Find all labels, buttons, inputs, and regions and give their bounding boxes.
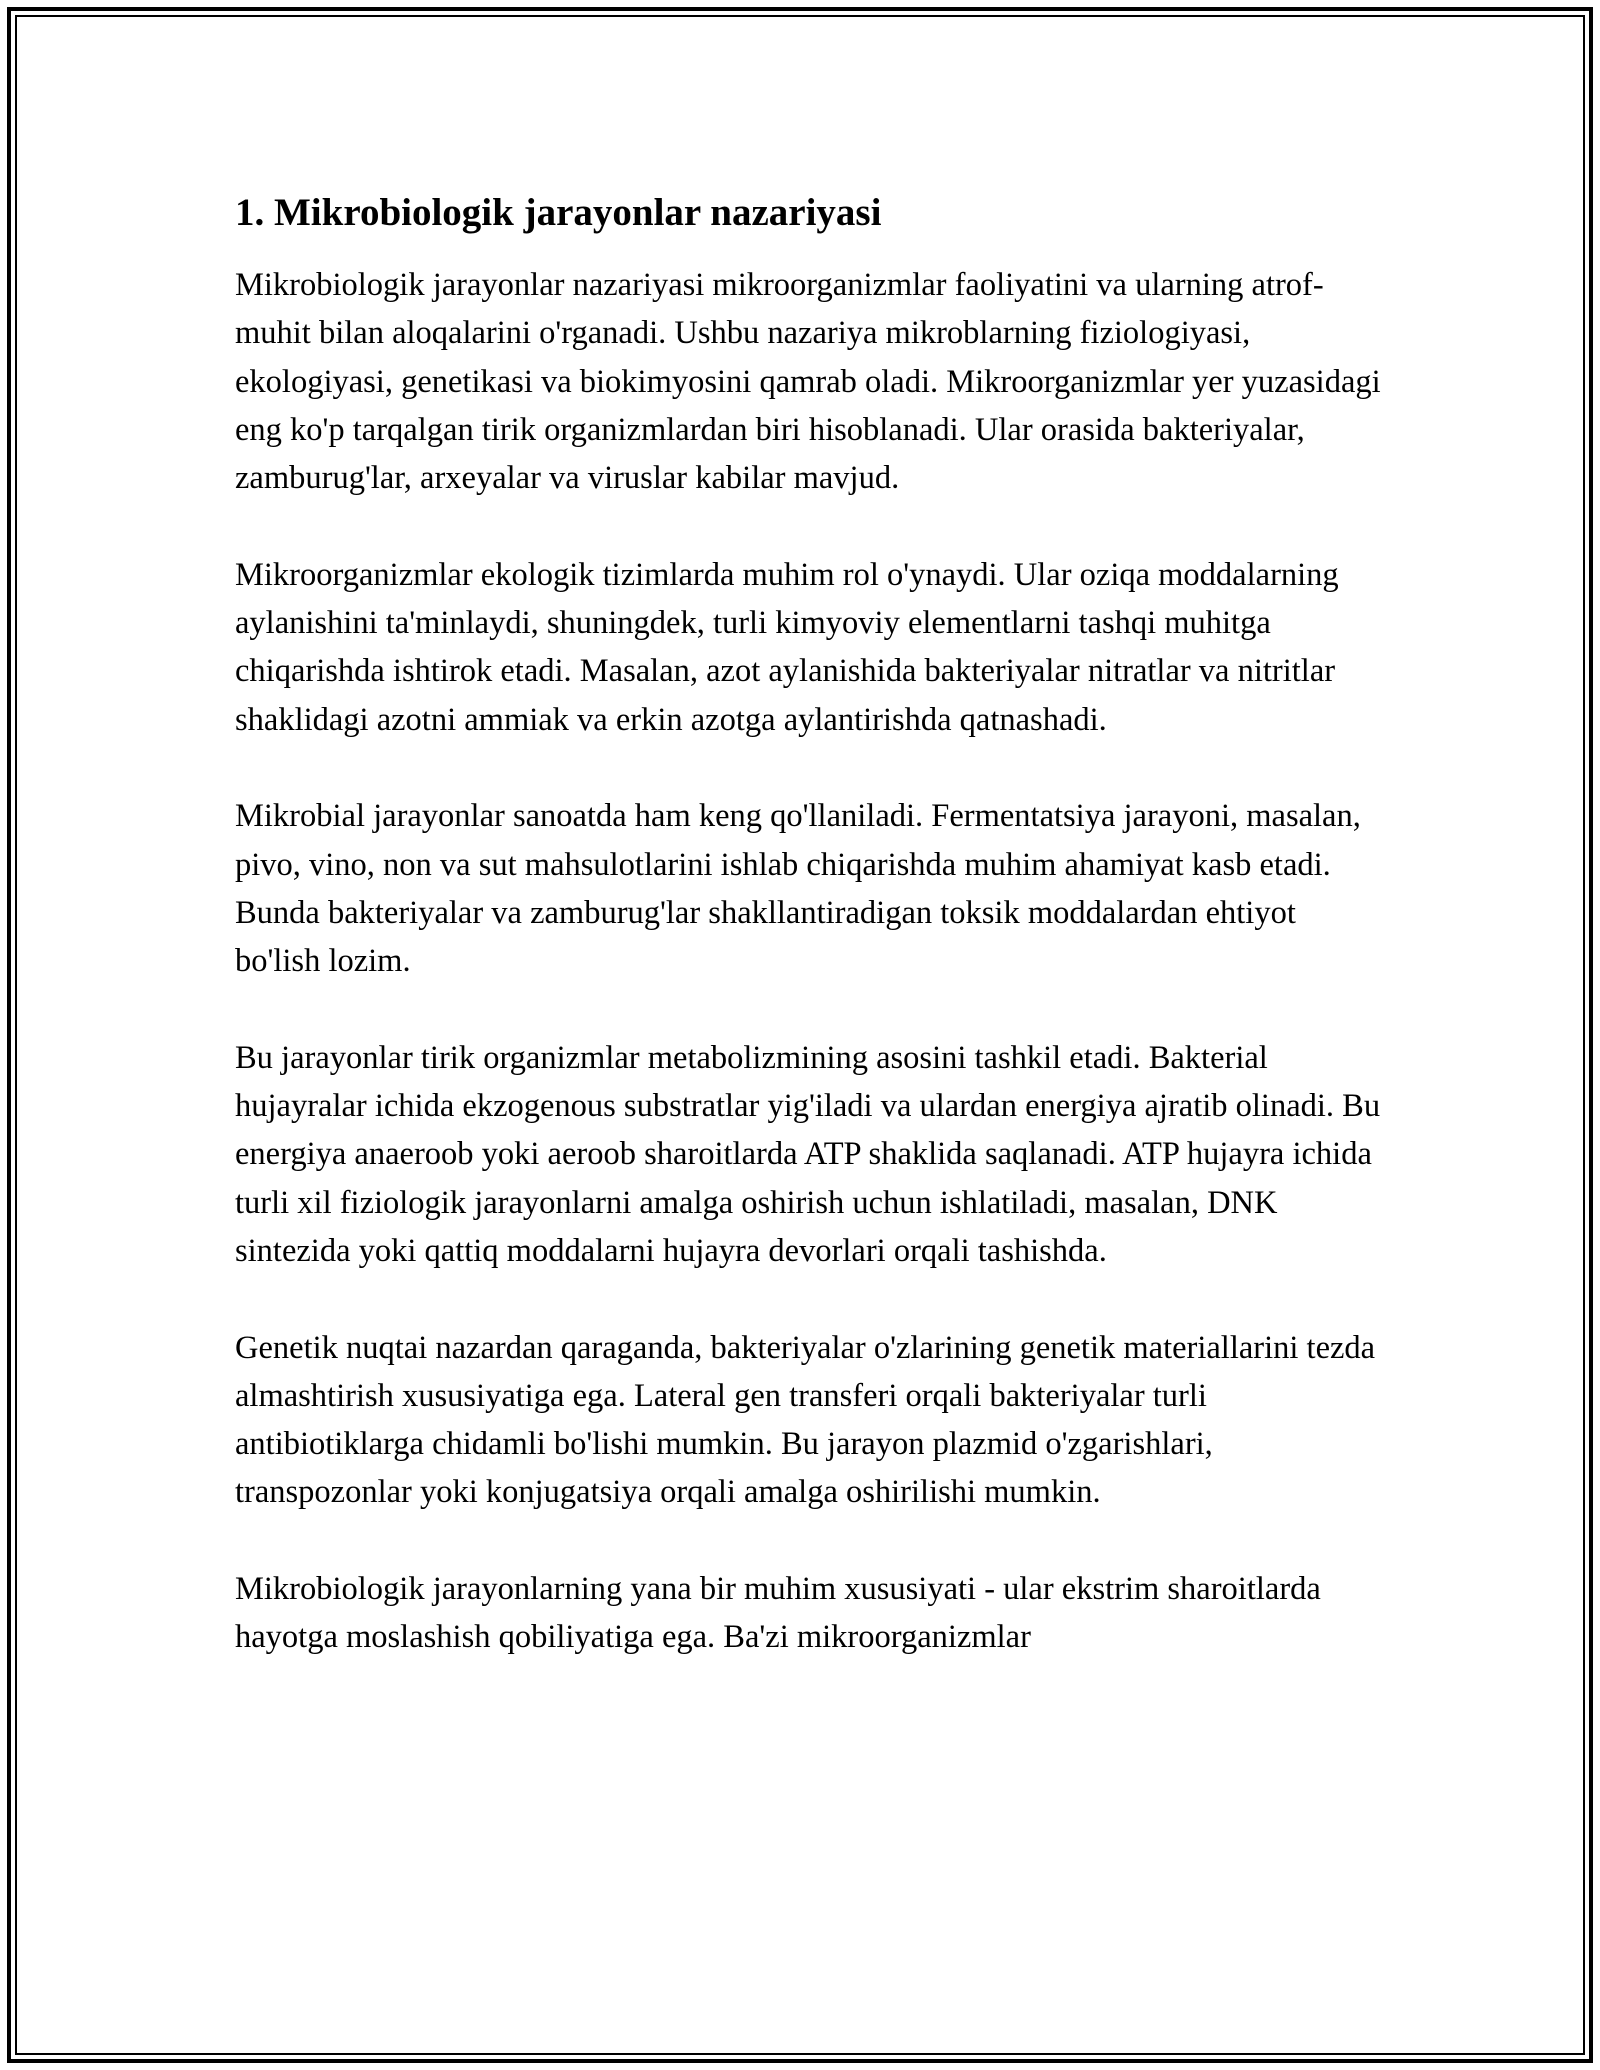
document-body [235, 185, 1385, 1710]
paragraph-1: Mikrobiologik jarayonlar nazariyasi mikroorganizmlar faoliyatini va ularning atrof-muhit bilan aloqalarini o'rganadi. Ushbu nazariya mikroblarning fiziologiyasi, ekologiyasi, genetikasi va biokimyosini qamrab oladi. Mikroorganizmlar yer yuzasidagi eng ko'p tarqalgan tirik organizmlardan biri hisoblanadi. Ular orasida bakteriyalar, zamburug'lar, arxeyalar va viruslar kabilar mavjud. [235, 267, 1381, 497]
paragraph-3: Mikrobial jarayonlar sanoatda ham keng qo'llaniladi. Fermentatsiya jarayoni, masalan, pivo, vino, non va sut mahsulotlarini ishlab chiqarishda muhim ahamiyat kasb etadi. Bunda bakteriyalar va zamburug'lar shakllantiradigan toksik moddalardan ehtiyot bo'lish lozim. [235, 798, 1361, 980]
paragraph-4: Bu jarayonlar tirik organizmlar metabolizmining asosini tashkil etadi. Bakterial hujayralar ichida ekzogenous substratlar yig'iladi va ulardan energiya ajratib olinadi. Bu energiya anaeroob yoki aeroob sharoitlarda ATP shaklida saqlanadi. ATP hujayra ichida turli xil fiziologik jarayonlarni amalga oshirish uchun ishlatiladi, masalan, DNK sintezida yoki qattiq moddalarni hujayra devorlari orqali tashishda. [235, 1039, 1381, 1269]
section-heading: 1. Mikrobiologik jarayonlar nazariyasi [235, 191, 882, 234]
paragraph-6: Mikrobiologik jarayonlarning yana bir muhim xususiyati - ular ekstrim sharoitlarda hayotga moslashish qobiliyatiga ega. Ba'zi mikroorganizmlar [235, 1571, 1321, 1656]
paragraph-2: Mikroorganizmlar ekologik tizimlarda muhim rol o'ynaydi. Ular oziqa moddalarning aylanishini ta'minlaydi, shuningdek, turli kimyoviy elementlarni tashqi muhitga chiqarishda ishtirok etadi. Masalan, azot aylanishida bakteriyalar nitratlar va nitritlar shaklidagi azotni ammiak va erkin azotga aylantirishda qatnashadi. [235, 556, 1339, 738]
paragraph-5: Genetik nuqtai nazardan qaraganda, bakteriyalar o'zlarining genetik materiallarini tezda almashtirish xususiyatiga ega. Lateral gen transferi orqali bakteriyalar turli antibiotiklarga chidamli bo'lishi mumkin. Bu jarayon plazmid o'zgarishlari, transpozonlar yoki konjugatsiya orqali amalga oshirilishi mumkin. [235, 1329, 1376, 1511]
